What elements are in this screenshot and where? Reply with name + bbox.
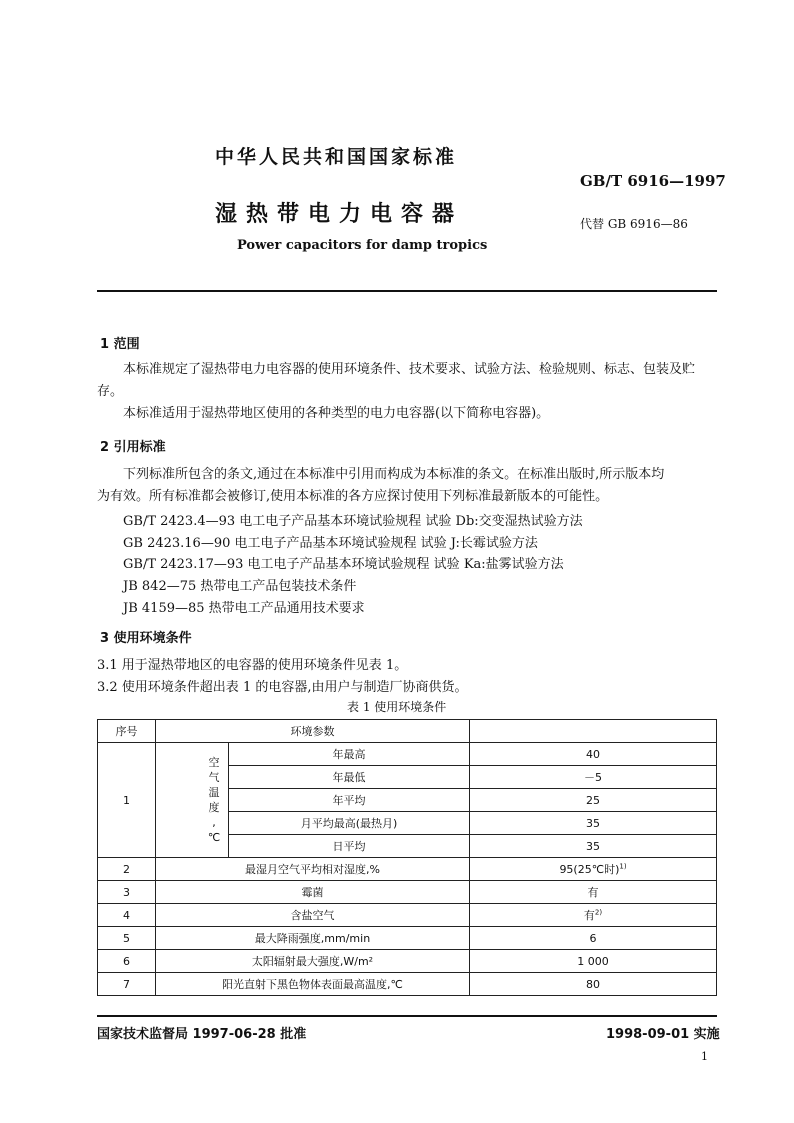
value-cell: 40 <box>470 743 717 766</box>
footer-divider <box>97 1015 717 1017</box>
param-cell: 阳光直射下黑色物体表面最高温度,℃ <box>156 973 470 996</box>
table-row <box>98 881 717 904</box>
table-row <box>98 973 717 996</box>
header-divider <box>97 290 717 292</box>
section-2-heading: 2 引用标准 <box>100 440 166 455</box>
param-cell: 最大降雨强度,mm/min <box>156 927 470 950</box>
clause-3-2: 3.2 使用环境条件超出表 1 的电容器,由用户与制造厂协商供货。 <box>97 680 468 695</box>
english-title: Power capacitors for damp tropics <box>237 238 488 253</box>
table-row <box>98 858 717 881</box>
value-cell: 35 <box>470 835 717 858</box>
table-row <box>98 950 717 973</box>
param-cell: 月平均最高(最热月) <box>229 812 470 835</box>
row-no: 5 <box>98 927 156 950</box>
value-cell: 35 <box>470 812 717 835</box>
table-header-row <box>98 720 717 743</box>
standard-number: GB/T 6916—1997 <box>580 172 726 190</box>
param-cell: 太阳辐射最大强度,W/m² <box>156 950 470 973</box>
reference-item: GB/T 2423.17—93 电工电子产品基本环境试验规程 试验 Ka:盐雾试验方法 <box>123 557 564 572</box>
row-no: 7 <box>98 973 156 996</box>
table-row <box>98 927 717 950</box>
document-title: 湿热带电力电容器 <box>215 202 464 227</box>
section-2-intro-line-2: 为有效。所有标准都会被修订,使用本标准的各方应探讨使用下列标准最新版本的可能性。 <box>97 489 609 504</box>
table-row <box>98 743 717 766</box>
footnote-ref: 2) <box>594 908 603 917</box>
reference-item: GB 2423.16—90 电工电子产品基本环境试验规程 试验 J:长霉试验方法 <box>123 536 538 551</box>
value-cell <box>470 858 717 881</box>
value-cell: 有 <box>470 881 717 904</box>
row-no: 2 <box>98 858 156 881</box>
section-1-para-1-line-1: 本标准规定了湿热带电力电容器的使用环境条件、技术要求、试验方法、检验规则、标志、包装及贮 <box>123 362 696 377</box>
clause-3-1: 3.1 用于湿热带地区的电容器的使用环境条件见表 1。 <box>97 658 408 673</box>
param-cell: 含盐空气 <box>156 904 470 927</box>
table-caption: 表 1 使用环境条件 <box>347 700 447 714</box>
row-no: 3 <box>98 881 156 904</box>
param-cell: 年最高 <box>229 743 470 766</box>
section-2-intro-line-1: 下列标准所包含的条文,通过在本标准中引用而构成为本标准的条文。在标准出版时,所示版本均 <box>123 467 665 482</box>
reference-item: JB 842—75 热带电工产品包装技术条件 <box>123 579 357 594</box>
header-param: 环境参数 <box>156 720 470 743</box>
value-cell: －5 <box>470 766 717 789</box>
value-cell <box>470 904 717 927</box>
param-cell: 年最低 <box>229 766 470 789</box>
param-cell: 霉菌 <box>156 881 470 904</box>
approval-line: 国家技术监督局 1997-06-28 批准 <box>97 1027 307 1042</box>
table-row <box>98 904 717 927</box>
footnote-ref: 1) <box>619 862 627 871</box>
spacer-cell <box>156 743 201 858</box>
environment-table <box>97 719 717 996</box>
row-no: 1 <box>98 743 156 858</box>
section-3-heading: 3 使用环境条件 <box>100 631 192 646</box>
air-temp-group-text: 空 气 温 度 , ℃ <box>207 756 221 844</box>
value-cell: 1 000 <box>470 950 717 973</box>
param-cell: 最湿月空气平均相对湿度,% <box>156 858 470 881</box>
air-temp-group-label <box>200 743 229 858</box>
header-value <box>470 720 717 743</box>
value-cell: 25 <box>470 789 717 812</box>
value-text: 有 <box>583 909 595 922</box>
value-cell: 80 <box>470 973 717 996</box>
replaces-note: 代替 GB 6916—86 <box>580 217 688 231</box>
section-1-para-1-line-2: 存。 <box>97 384 124 399</box>
page-number: 1 <box>701 1050 708 1063</box>
row-no: 4 <box>98 904 156 927</box>
reference-item: GB/T 2423.4—93 电工电子产品基本环境试验规程 试验 Db:交变湿热试验方法 <box>123 514 583 529</box>
value-cell: 6 <box>470 927 717 950</box>
section-1-heading: 1 范围 <box>100 337 140 352</box>
param-cell: 年平均 <box>229 789 470 812</box>
value-text: 95(25℃时) <box>559 863 620 876</box>
effective-line: 1998-09-01 实施 <box>606 1027 720 1042</box>
reference-item: JB 4159—85 热带电工产品通用技术要求 <box>123 601 365 616</box>
param-cell: 日平均 <box>229 835 470 858</box>
national-standard-heading: 中华人民共和国国家标准 <box>215 146 458 168</box>
header-no: 序号 <box>98 720 156 743</box>
section-1-para-2: 本标准适用于湿热带地区使用的各种类型的电力电容器(以下简称电容器)。 <box>123 406 550 421</box>
row-no: 6 <box>98 950 156 973</box>
